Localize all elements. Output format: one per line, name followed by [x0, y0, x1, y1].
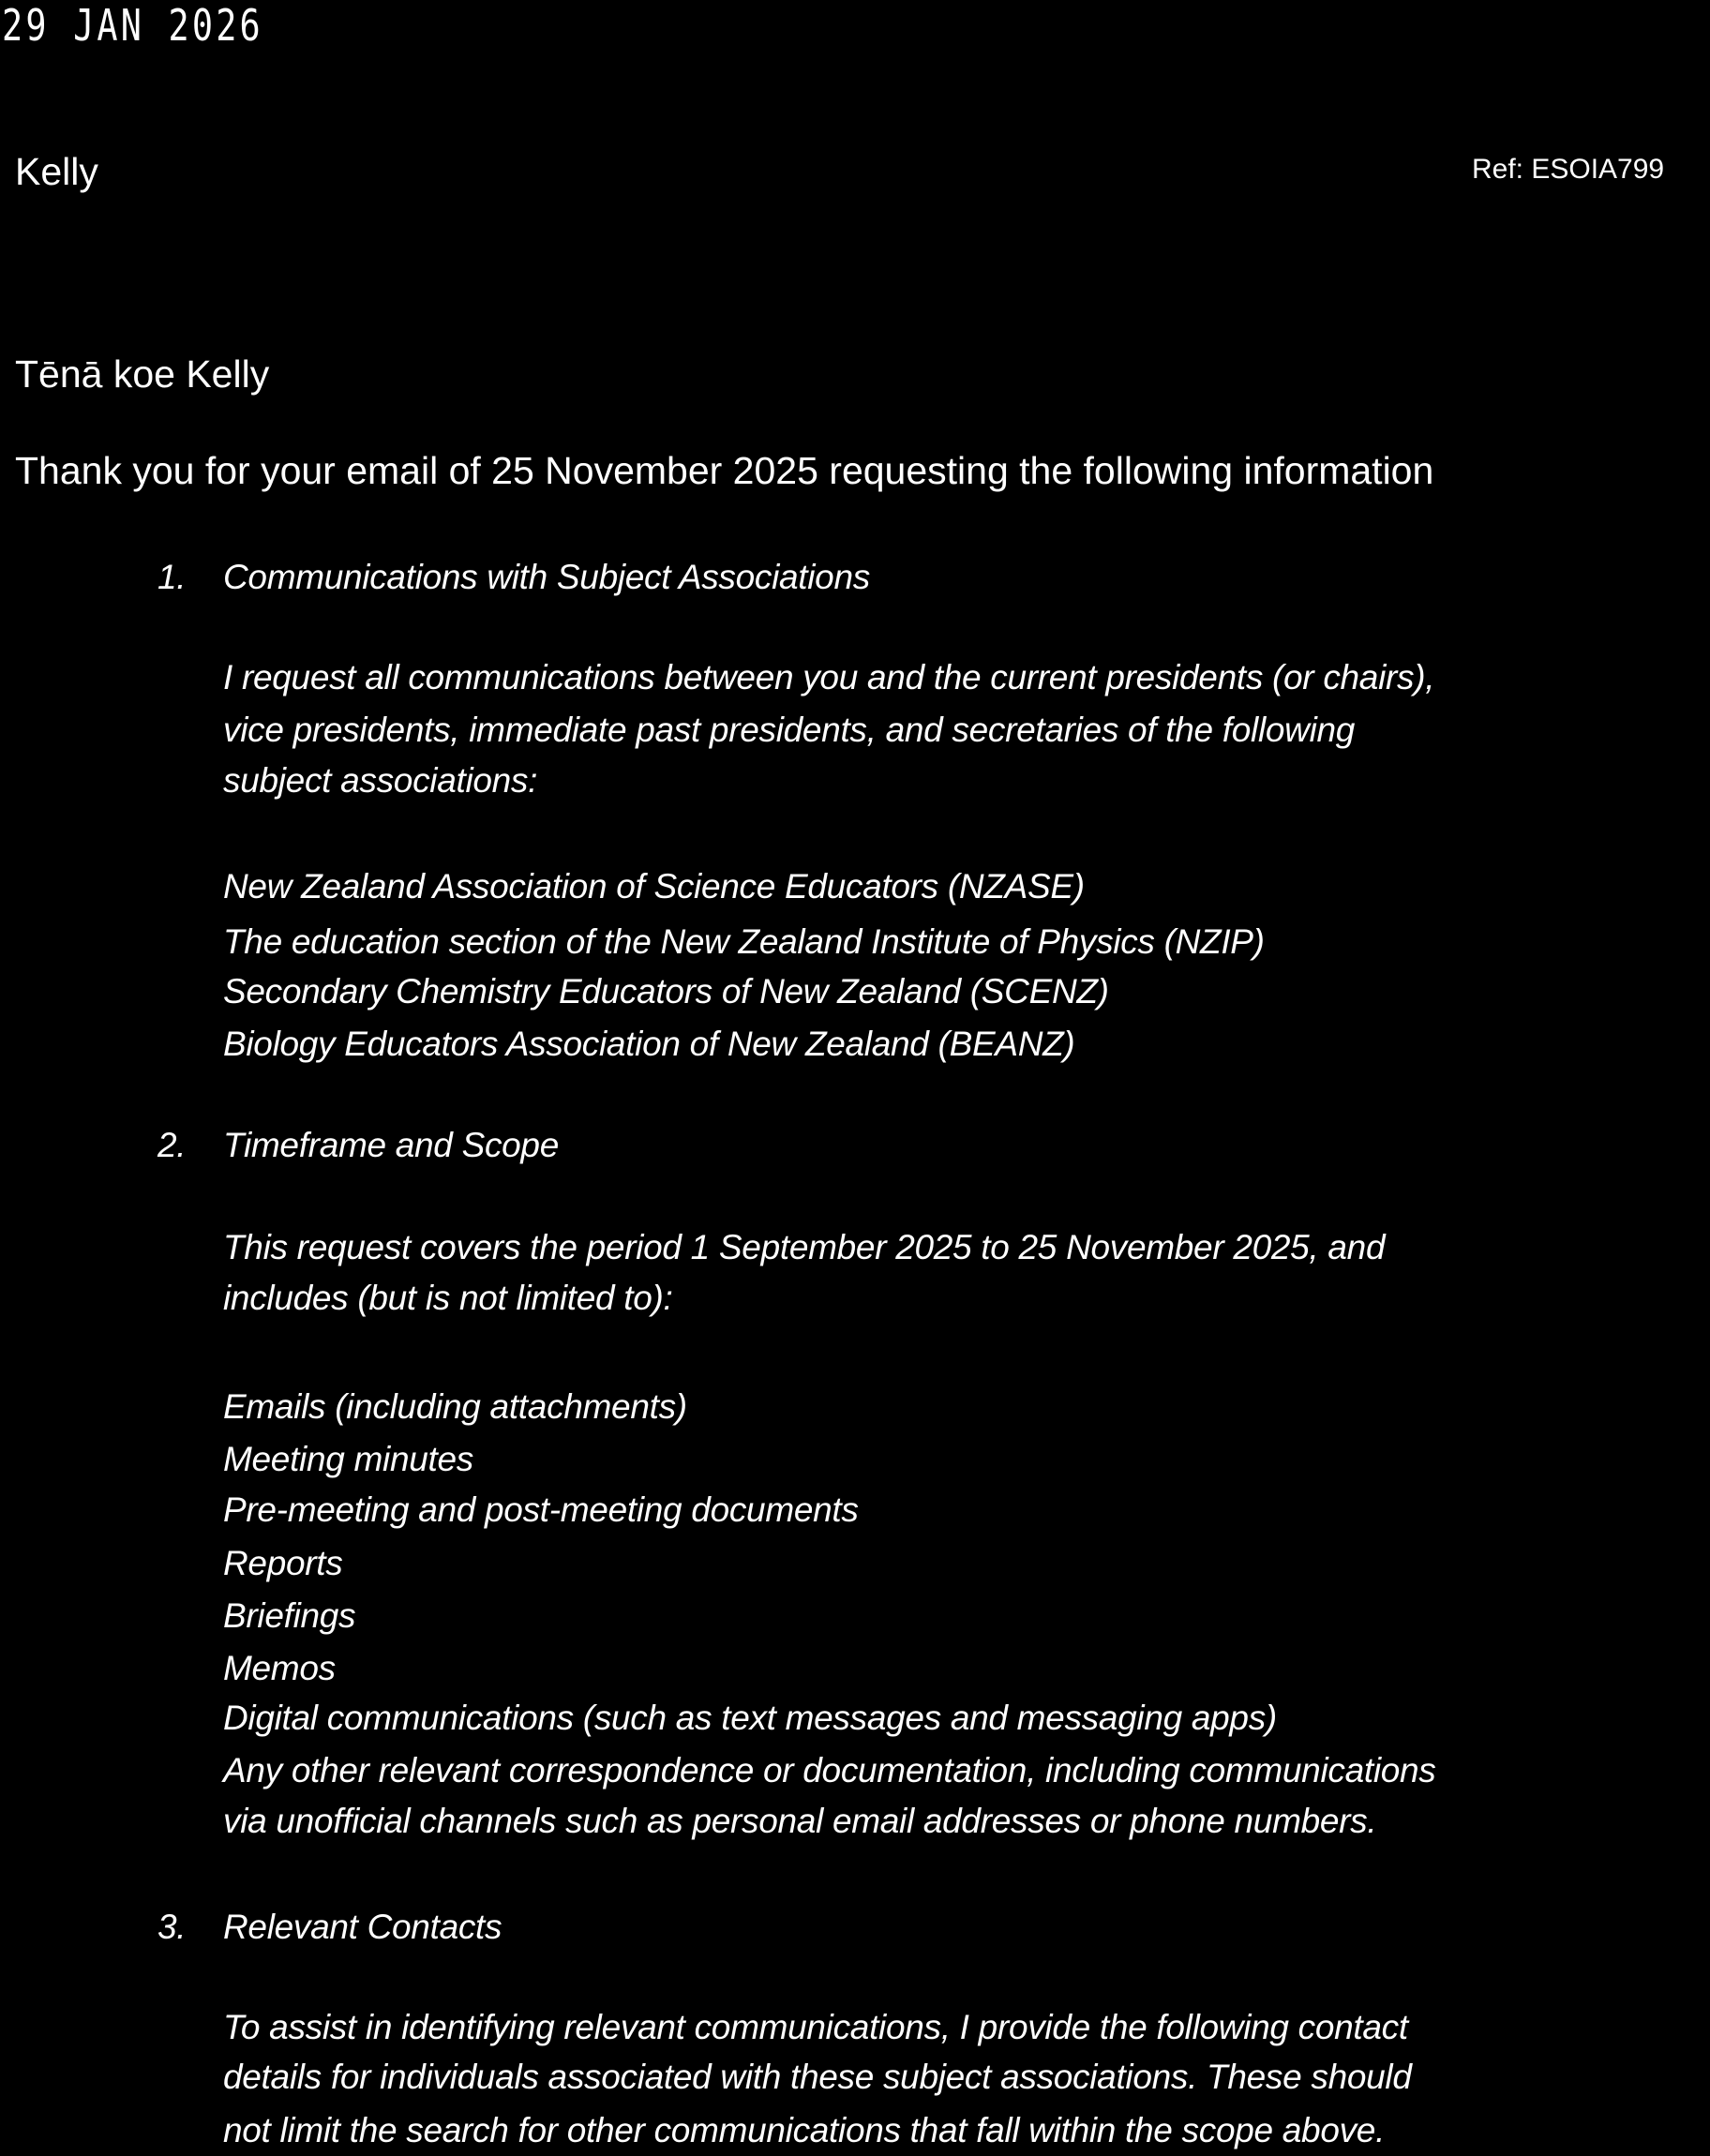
section-3-paragraph-line: not limit the search for other communications that fall within the scope above. [223, 2111, 1386, 2149]
section-2-heading: Timeframe and Scope [223, 1126, 559, 1164]
association-list-item: The education section of the New Zealand Institute of Physics (NZIP) [223, 922, 1265, 961]
association-list-item: Secondary Chemistry Educators of New Zealand (SCENZ) [223, 972, 1109, 1011]
section-1-heading: Communications with Subject Associations [223, 558, 870, 596]
scope-list-item: Emails (including attachments) [223, 1387, 687, 1426]
reference-number: Ref: ESOIA799 [1472, 154, 1665, 185]
section-1-number: 1. [158, 558, 187, 596]
scope-list-item: Briefings [223, 1596, 356, 1635]
date-received-stamp: 29 JAN 2026 [2, 0, 263, 51]
section-2-paragraph-line: includes (but is not limited to): [223, 1279, 673, 1317]
scope-list-item: Any other relevant correspondence or documentation, including communications [223, 1751, 1436, 1789]
section-1-paragraph-line: I request all communications between you and the current presidents (or chairs), [223, 658, 1435, 696]
association-list-item: New Zealand Association of Science Educators (NZASE) [223, 867, 1085, 906]
section-3-number: 3. [158, 1908, 187, 1946]
section-3-heading: Relevant Contacts [223, 1908, 502, 1946]
recipient-name: Kelly [15, 150, 98, 193]
section-2-number: 2. [158, 1126, 187, 1164]
scope-list-item: Pre-meeting and post-meeting documents [223, 1490, 859, 1529]
greeting: Tēnā koe Kelly [15, 352, 270, 396]
scope-list-item: Reports [223, 1544, 343, 1582]
section-3-paragraph-line: To assist in identifying relevant communications, I provide the following contact [223, 2008, 1408, 2046]
scope-list-item: Memos [223, 1649, 336, 1687]
section-1-paragraph-line: subject associations: [223, 761, 538, 800]
section-3-paragraph-line: details for individuals associated with these subject associations. These should [223, 2058, 1412, 2096]
scope-list-item: Meeting minutes [223, 1440, 473, 1478]
association-list-item: Biology Educators Association of New Zealand (BEANZ) [223, 1025, 1075, 1063]
scope-list-item: Digital communications (such as text messages and messaging apps) [223, 1699, 1277, 1737]
section-2-paragraph-line: This request covers the period 1 September 2025 to 25 November 2025, and [223, 1228, 1386, 1266]
section-1-paragraph-line: vice presidents, immediate past presidents, and secretaries of the following [223, 711, 1356, 749]
scope-list-item: via unofficial channels such as personal email addresses or phone numbers. [223, 1802, 1377, 1840]
intro-paragraph: Thank you for your email of 25 November 2025 requesting the following information [15, 449, 1434, 492]
